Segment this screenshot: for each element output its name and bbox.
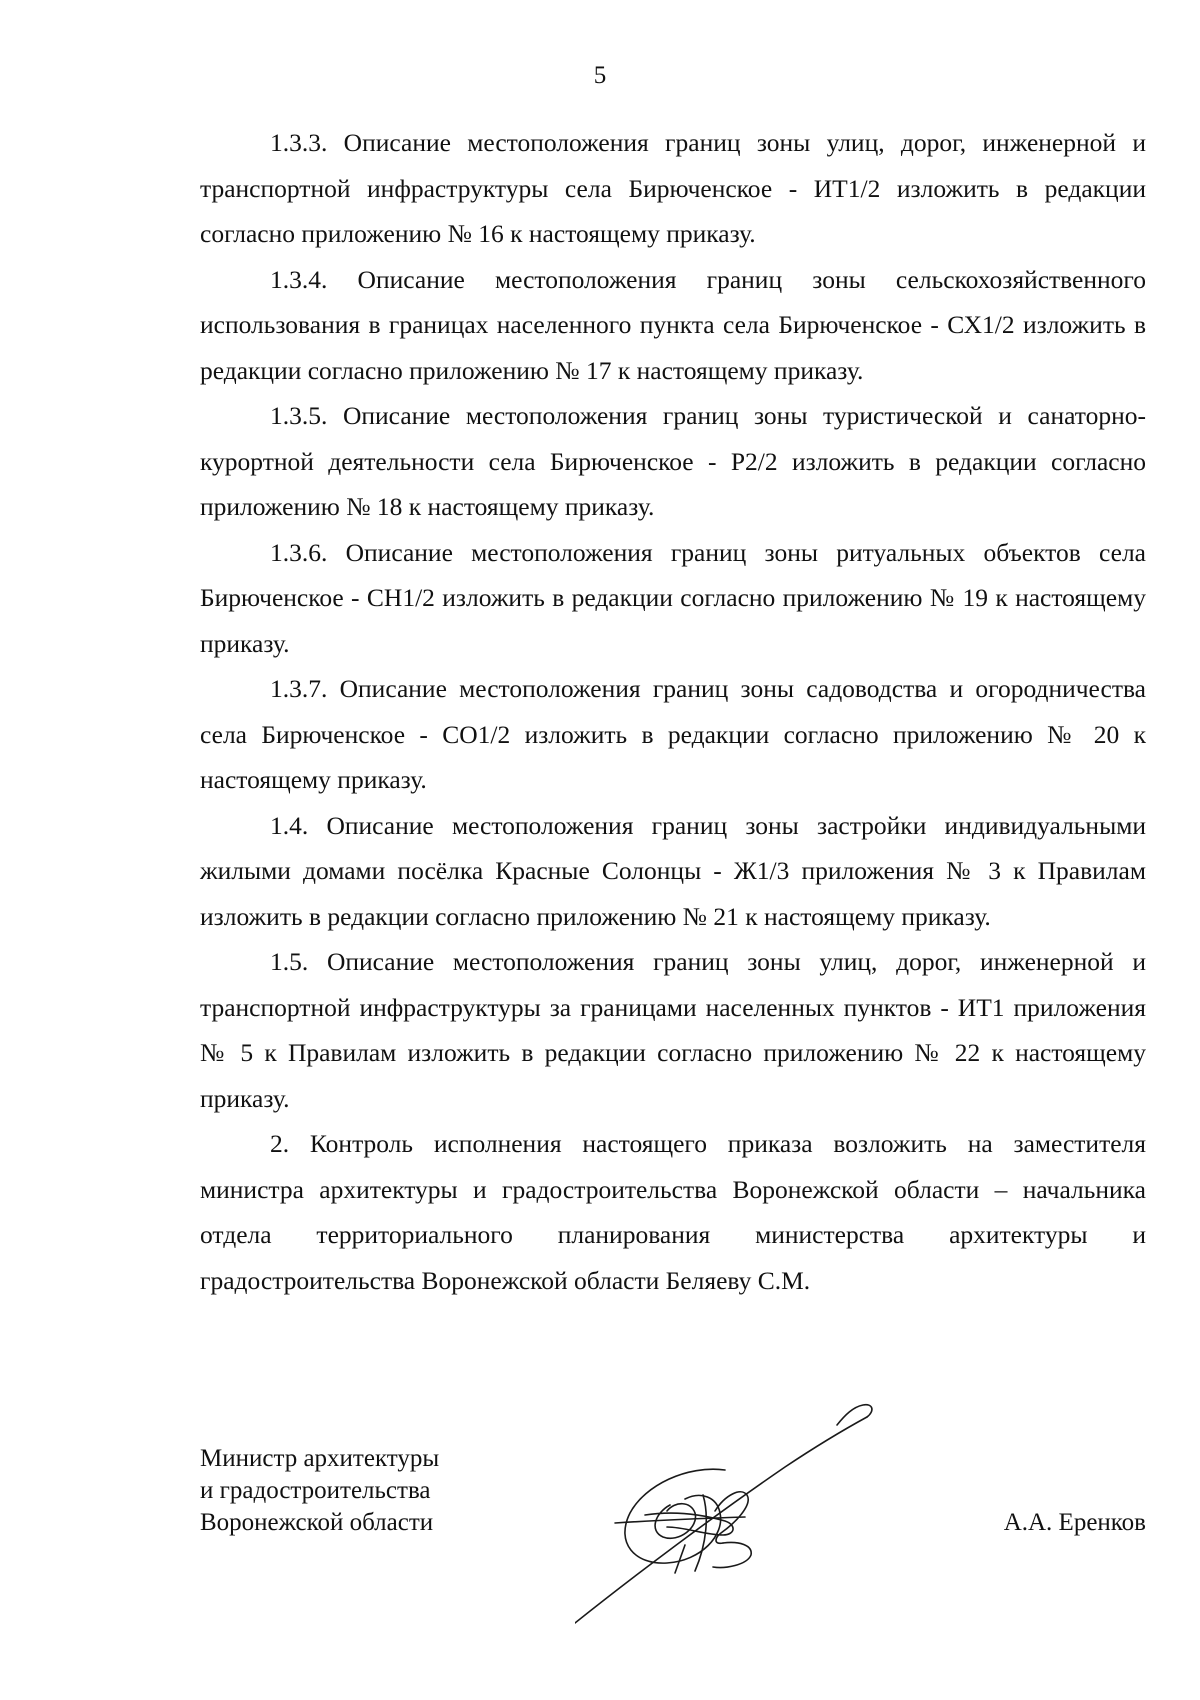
signatory-title — [200, 1443, 439, 1539]
paragraph-1-3-7: 1.3.7. Описание местоположения границ зоны садоводства и огородничества села Бирюченское - СО1/2 изложить в редакции согласно приложению № 20 к настоящему приказу. — [200, 674, 1146, 794]
paragraph-1-4: 1.4. Описание местоположения границ зоны застройки индивидуальными жилыми домами посёлка Красные Солонцы - Ж1/3 приложения № 3 к Правилам изложить в редакции согласно приложению № 21 к настоящему приказу. — [200, 810, 1146, 931]
paragraph-1-3-6: 1.3.6. Описание местоположения границ зоны ритуальных объектов села Бирюченское - СН1/2 изложить в редакции согласно приложению № 19 к настоящему приказу. — [200, 537, 1146, 658]
paragraph-2: 2. Контроль исполнения настоящего приказа возложить на заместителя министра архитектуры и градостроительства Воронежской области – начальника отдела территориального планирования министерства архитектуры и градостроительства Воронежской области Беляеву С.М. — [200, 1129, 1146, 1295]
signatory-title-line: Министр архитектуры — [200, 1445, 440, 1472]
signature-icon — [575, 1395, 945, 1630]
signatory-name: А.А. Еренков — [1003, 1509, 1146, 1536]
paragraph-1-3-3: 1.3.3. Описание местоположения границ зоны улиц, дорог, инженерной и транспортной инфраструктуры села Бирюченское - ИТ1/2 изложить в редакции согласно приложению № 16 к настоящему приказу. — [200, 128, 1146, 248]
document-body — [200, 120, 1146, 1303]
signatory-title-line: Воронежской области — [200, 1509, 434, 1536]
paragraph-1-5: 1.5. Описание местоположения границ зоны улиц, дорог, инженерной и транспортной инфраструктуры за границами населенных пунктов - ИТ1 приложения № 5 к Правилам изложить в редакции согласно приложению № 22 к настоящему приказу. — [200, 947, 1146, 1113]
paragraph-1-3-4: 1.3.4. Описание местоположения границ зоны сельскохозяйственного использования в границах населенного пункта села Бирюченское - СХ1/2 изложить в редакции согласно приложению № 17 к настоящему приказу. — [200, 264, 1146, 385]
signatory-title-line: и градостроительства — [200, 1477, 431, 1504]
paragraph-1-3-5: 1.3.5. Описание местоположения границ зоны туристической и санаторно-курортной деятельности села Бирюченское - Р2/2 изложить в редакции согласно приложению № 18 к настоящему приказу. — [200, 401, 1146, 521]
page-number: 5 — [593, 62, 607, 89]
